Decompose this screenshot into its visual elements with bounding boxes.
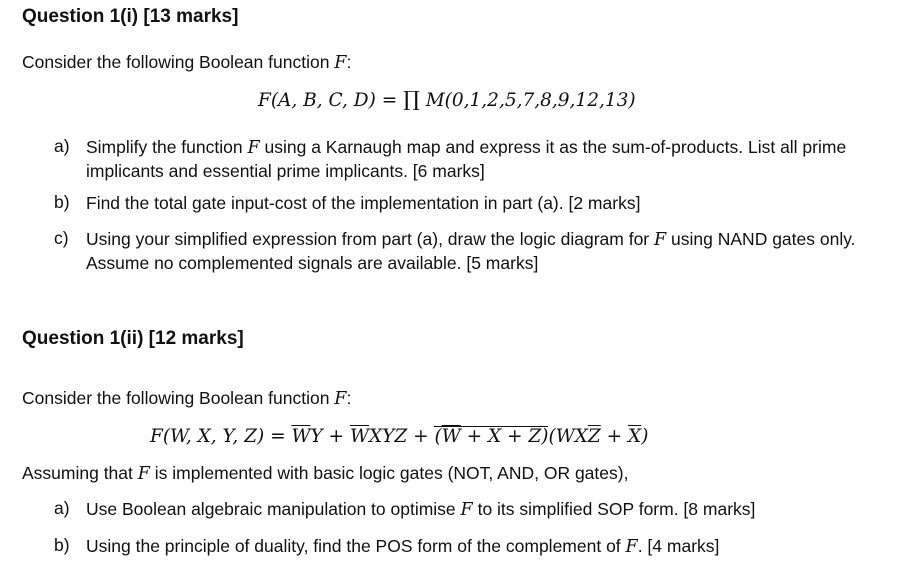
q1ii-intro-var: F [334, 389, 347, 409]
q1ii-eq-lhs: F(W, X, Y, Z) = [150, 426, 292, 447]
q1ii-eq-t4-mid: + [600, 426, 629, 447]
q1ii-item-a-text-2: to its simplified SOP form. [8 marks] [477, 499, 756, 519]
q1i-item-c-var: F [654, 230, 667, 250]
q1ii-item-b-text-2: . [4 marks] [637, 536, 720, 556]
q1ii-eq-t1-rest: Y + [310, 426, 350, 447]
q1ii-assume-var: F [137, 464, 150, 484]
q1ii-eq-t3-rest: + X + Z) [460, 426, 549, 447]
q1i-item-a-letter: a) [54, 136, 70, 156]
q1ii-assumption [22, 462, 628, 486]
q1i-intro-suffix: : [346, 52, 352, 72]
q1ii-eq-t3-group [434, 426, 548, 447]
q1ii-item-a-text [86, 498, 886, 522]
q1i-item-a-text [86, 136, 876, 183]
q1ii-item-a-letter: a) [54, 498, 70, 518]
q1i-heading: Question 1(i) [13 marks] [22, 6, 239, 27]
q1i-item-a-var: F [247, 138, 260, 158]
q1ii-eq-t4-open: (WX [548, 426, 588, 447]
q1ii-item-a-text-1: Use Boolean algebraic manipulation to optimise [86, 499, 456, 519]
q1ii-eq-t4-bar2: $\overline{X}$ [628, 426, 642, 447]
q1i-intro [22, 51, 351, 75]
q1ii-item-b-text [86, 535, 886, 559]
q1i-equation [258, 87, 636, 111]
q1ii-eq-t3-open: ( [434, 426, 442, 447]
q1ii-eq-t2-bar: $\overline{W}$ [349, 426, 369, 447]
q1ii-item-b-text-1: Using the principle of duality, find the POS form of the complement of [86, 536, 621, 556]
q1i-item-b-letter: b) [54, 192, 70, 212]
q1ii-intro-suffix: : [346, 388, 352, 408]
q1i-item-c-letter: c) [54, 228, 69, 248]
q1i-item-c-text-1: Using your simplified expression from part (a), draw the logic diagram for [86, 229, 650, 249]
q1ii-item-a-var: F [460, 500, 473, 520]
q1i-eq-rhs: M(0,1,2,5,7,8,9,12,13) [419, 90, 636, 111]
q1ii-item-b-letter: b) [54, 535, 70, 555]
q1i-intro-prefix: Consider the following Boolean function [22, 52, 330, 72]
q1ii-assume-2: is implemented with basic logic gates (NOT, AND, OR gates), [154, 463, 629, 483]
q1ii-eq-t2-rest: XYZ + [368, 426, 435, 447]
q1ii-intro [22, 387, 351, 411]
q1ii-eq-t4-close: ) [641, 426, 649, 447]
q1ii-assume-1: Assuming that [22, 463, 133, 483]
q1i-item-c-text [86, 228, 876, 275]
q1ii-eq-t1-bar: $\overline{W}$ [291, 426, 311, 447]
q1i-item-a-text-2: using a Karnaugh map and express it as the sum-of-products. List all prime implicants and essential prime implicants. [6 marks] [86, 137, 847, 181]
q1ii-eq-t4-bar: $\overline{Z}$ [587, 426, 601, 447]
q1ii-equation [150, 426, 648, 447]
q1i-item-a-text-1: Simplify the function [86, 137, 243, 157]
q1i-intro-var: F [334, 53, 347, 73]
q1ii-heading: Question 1(ii) [12 marks] [22, 328, 244, 349]
q1i-item-c-text-2: using NAND gates only. Assume no complemented signals are available. [5 marks] [86, 229, 856, 273]
q1ii-intro-prefix: Consider the following Boolean function [22, 388, 330, 408]
q1ii-eq-t3-bar: $\overline{W}$ [441, 426, 461, 447]
q1i-eq-lhs: F(A, B, C, D) = [258, 90, 404, 111]
q1ii-item-b-var: F [625, 537, 638, 557]
q1i-eq-prod-symbol: ∏ [403, 87, 420, 111]
q1i-item-b-text: Find the total gate input-cost of the implementation in part (a). [2 marks] [86, 193, 641, 213]
